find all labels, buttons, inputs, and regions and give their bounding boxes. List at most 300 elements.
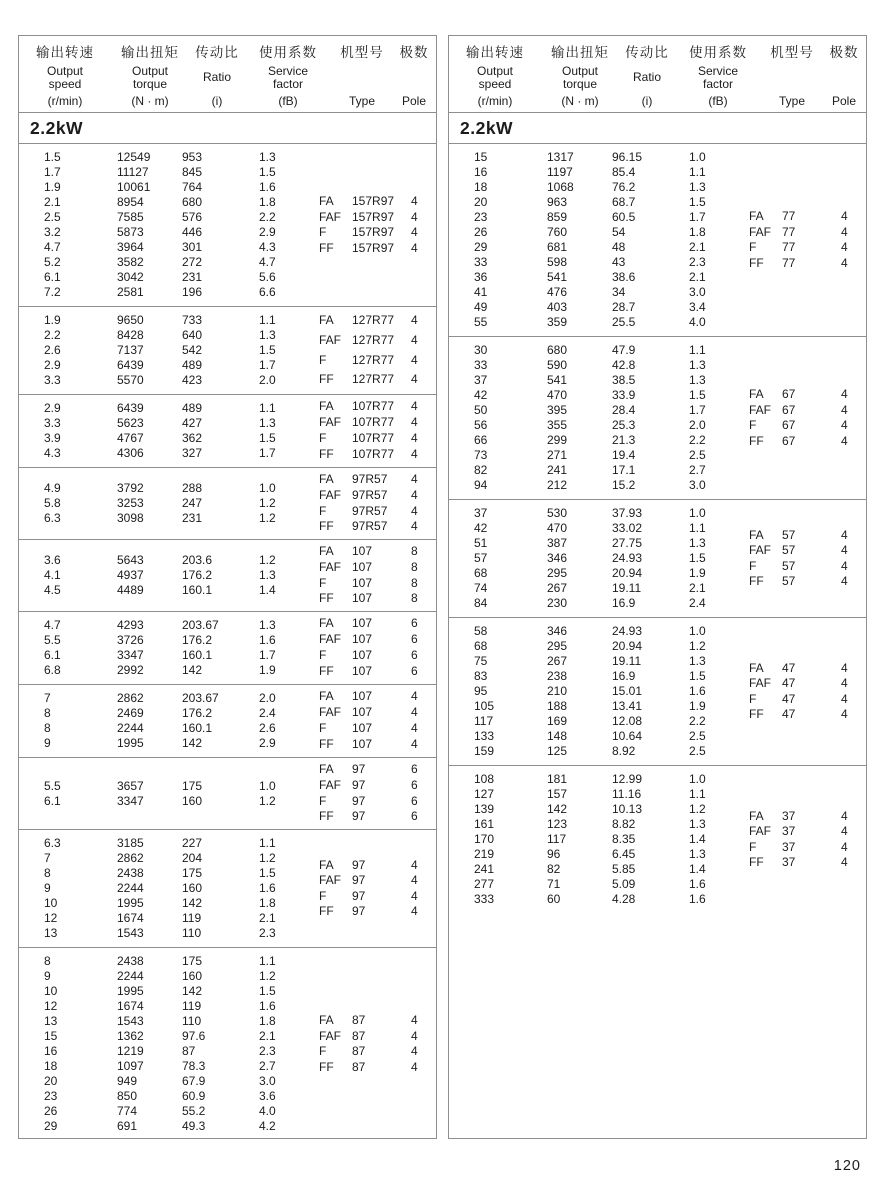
type-column (319, 194, 433, 256)
service-factor-value: 4.0 (259, 1104, 276, 1118)
output-speed-value: 10 (44, 896, 58, 910)
output-speed-value: 16 (474, 165, 488, 179)
type-model: 67 (782, 387, 796, 401)
type-prefix: FAF (319, 1028, 342, 1043)
ratio-value: 247 (182, 496, 203, 510)
service-factor-value: 1.6 (689, 877, 706, 891)
service-factor-value: 6.6 (259, 285, 276, 299)
service-factor-value: 1.5 (689, 195, 706, 209)
spec-group (19, 539, 436, 611)
service-factor-value: 1.5 (689, 669, 706, 683)
output-torque-value: 355 (547, 418, 568, 432)
service-factor-value: 2.5 (689, 744, 706, 758)
type-row (749, 809, 863, 825)
ratio-value: 160.1 (182, 648, 213, 662)
output-torque-value: 8428 (117, 328, 144, 342)
output-speed-value: 6.1 (44, 270, 61, 284)
output-torque-value: 3582 (117, 255, 144, 269)
type-prefix: FAF (319, 873, 342, 887)
pole-value: 4 (411, 372, 418, 387)
table-row (449, 772, 866, 787)
output-speed-value: 219 (474, 847, 495, 861)
output-torque-value: 2438 (117, 866, 144, 880)
output-speed-value: 4.5 (44, 583, 61, 597)
type-model: 87 (352, 1044, 366, 1058)
output-speed-value: 3.6 (44, 553, 61, 567)
pole-value: 4 (841, 209, 848, 223)
type-row (749, 434, 863, 450)
spec-group (449, 144, 866, 336)
service-factor-value: 1.1 (259, 401, 276, 415)
type-prefix: F (319, 721, 327, 736)
output-speed-value: 18 (44, 1059, 58, 1073)
ratio-value: 176.2 (182, 633, 213, 647)
output-speed-value: 108 (474, 772, 495, 786)
type-model: 97 (352, 809, 366, 824)
ratio-value: 27.75 (612, 536, 643, 550)
type-prefix: FAF (749, 543, 772, 557)
output-speed-value: 33 (474, 255, 488, 269)
type-prefix: FA (319, 689, 334, 704)
output-torque-value: 3726 (117, 633, 144, 647)
pole-value: 4 (411, 721, 418, 736)
type-row (319, 591, 433, 607)
output-speed-value: 20 (474, 195, 488, 209)
pole-value: 4 (841, 543, 848, 557)
ratio-value: 19.11 (612, 581, 642, 595)
pole-value: 6 (411, 793, 418, 808)
service-factor-value: 1.8 (689, 225, 706, 239)
type-column (319, 858, 433, 920)
output-torque-value: 691 (117, 1119, 138, 1133)
ratio-value: 24.93 (612, 551, 643, 565)
output-torque-value: 541 (547, 270, 568, 284)
output-torque-value: 4293 (117, 618, 144, 632)
output-torque-value: 2244 (117, 881, 144, 895)
service-factor-value: 1.6 (259, 180, 276, 194)
output-speed-value: 2.1 (44, 195, 61, 209)
type-row (319, 858, 433, 874)
type-row (319, 1029, 433, 1045)
service-factor-value: 1.3 (259, 618, 276, 632)
output-torque-value: 598 (547, 255, 568, 269)
type-row (319, 194, 433, 210)
column-label-unit: (N · m) (131, 94, 169, 108)
output-torque-value: 2438 (117, 954, 144, 968)
service-factor-value: 1.9 (689, 566, 706, 580)
table-row (19, 969, 436, 984)
type-prefix: F (319, 793, 327, 808)
ratio-value: 37.93 (612, 506, 643, 520)
type-model: 57 (782, 543, 796, 557)
output-speed-value: 7 (44, 691, 51, 705)
type-model: 97 (352, 904, 366, 918)
type-row (319, 873, 433, 889)
type-row (319, 313, 433, 329)
column-header-output-torque (111, 41, 189, 108)
ratio-value: 119 (182, 911, 202, 925)
ratio-value: 68.7 (612, 195, 636, 209)
spec-table-right (448, 35, 867, 1139)
service-factor-value: 2.7 (689, 463, 706, 477)
output-speed-value: 1.9 (44, 313, 61, 327)
type-column (319, 616, 433, 680)
type-column (319, 399, 433, 463)
table-row (449, 270, 866, 285)
column-label-en-line: torque (132, 76, 168, 91)
output-torque-value: 5643 (117, 553, 144, 567)
service-factor-value: 1.3 (689, 180, 706, 194)
type-model: 107 (352, 737, 373, 752)
type-prefix: F (319, 648, 327, 663)
ratio-value: 78.3 (182, 1059, 206, 1073)
type-model: 97R57 (352, 472, 388, 487)
type-model: 97 (352, 762, 366, 777)
output-torque-value: 169 (547, 714, 568, 728)
column-label-en-line: Output (476, 63, 514, 78)
type-model: 107R77 (352, 415, 395, 430)
output-speed-value: 4.7 (44, 240, 61, 254)
pole-value: 4 (411, 209, 418, 224)
ratio-value: 362 (182, 431, 203, 445)
column-label-unit: (r/min) (477, 94, 513, 108)
service-factor-value: 1.2 (259, 969, 276, 983)
service-factor-value: 2.5 (689, 729, 706, 743)
type-model: 37 (782, 824, 796, 838)
pole-value: 8 (411, 544, 418, 559)
output-torque-value: 1219 (117, 1044, 144, 1058)
service-factor-value: 1.3 (689, 373, 706, 387)
output-speed-value: 333 (474, 892, 495, 906)
service-factor-value: 2.6 (259, 721, 276, 735)
service-factor-value: 1.6 (259, 881, 276, 895)
pole-value: 4 (411, 737, 418, 752)
type-prefix: F (749, 240, 757, 254)
service-factor-value: 2.0 (689, 418, 706, 432)
output-torque-value: 295 (547, 566, 568, 580)
type-prefix: FA (749, 209, 764, 223)
type-row (319, 225, 433, 241)
ratio-value: 542 (182, 343, 203, 357)
output-speed-value: 9 (44, 881, 51, 895)
column-header-ratio (619, 41, 675, 108)
table-row (19, 150, 436, 165)
pole-value: 4 (411, 313, 418, 328)
ratio-value: 196 (182, 285, 203, 299)
pole-value: 4 (411, 431, 418, 446)
type-prefix: F (319, 225, 327, 239)
service-factor-value: 2.0 (259, 691, 276, 705)
ratio-value: 21.3 (612, 433, 636, 447)
output-torque-value: 3098 (117, 511, 144, 525)
type-row (319, 488, 433, 504)
output-torque-value: 2244 (117, 721, 144, 735)
ratio-value: 97.6 (182, 1029, 206, 1043)
type-prefix: FA (749, 808, 764, 823)
type-model: 157R97 (352, 225, 395, 239)
type-column (749, 209, 863, 271)
type-column (319, 1013, 433, 1075)
table-row (449, 150, 866, 165)
output-torque-value: 850 (117, 1089, 138, 1103)
table-row (19, 1119, 436, 1134)
output-torque-value: 1362 (117, 1029, 144, 1043)
ratio-value: 12.08 (612, 714, 643, 728)
output-torque-value: 295 (547, 639, 568, 653)
pole-value: 4 (411, 415, 418, 430)
column-label-zh: 使用系数 (259, 45, 317, 60)
column-label-zh: 机型号 (340, 45, 384, 60)
type-model: 47 (782, 660, 796, 675)
table-row (449, 877, 866, 892)
type-row (319, 415, 433, 431)
output-torque-value: 1317 (547, 150, 574, 164)
ratio-value: 446 (182, 225, 203, 239)
pole-value: 4 (841, 402, 848, 417)
type-row (749, 209, 863, 225)
table-row (449, 180, 866, 195)
type-row (749, 559, 863, 575)
type-prefix: FF (319, 737, 334, 752)
type-prefix: FA (319, 762, 334, 777)
output-torque-value: 1543 (117, 926, 144, 940)
pole-value: 4 (411, 873, 418, 887)
type-model: 107R77 (352, 431, 395, 446)
type-model: 97R57 (352, 487, 388, 502)
table-row (19, 285, 436, 300)
ratio-value: 67.9 (182, 1074, 206, 1088)
output-torque-value: 4306 (117, 446, 144, 460)
type-model: 127R77 (352, 332, 395, 347)
spec-table-left (18, 35, 437, 1139)
table-row (19, 999, 436, 1014)
output-torque-value: 774 (117, 1104, 138, 1118)
type-column (319, 762, 433, 825)
service-factor-value: 1.3 (259, 568, 276, 582)
output-torque-value: 530 (547, 506, 568, 520)
service-factor-value: 1.0 (689, 624, 706, 638)
table-row (19, 954, 436, 969)
ratio-value: 203.67 (182, 691, 219, 705)
service-factor-value: 3.0 (689, 478, 706, 492)
type-model: 107 (352, 544, 373, 559)
ratio-value: 12.99 (612, 772, 643, 786)
type-prefix: FAF (749, 402, 772, 417)
service-factor-value: 2.1 (689, 581, 706, 595)
column-label-en (477, 61, 513, 94)
spec-group (449, 617, 866, 765)
column-header-type (331, 41, 393, 108)
service-factor-value: 2.3 (689, 255, 706, 269)
ratio-value: 8.92 (612, 744, 636, 758)
output-speed-value: 29 (44, 1119, 58, 1133)
output-torque-value: 9650 (117, 313, 144, 327)
output-torque-value: 212 (547, 478, 568, 492)
type-prefix: FF (749, 574, 764, 588)
output-speed-value: 8 (44, 721, 51, 735)
service-factor-value: 1.3 (689, 654, 706, 668)
type-model: 97 (352, 777, 366, 792)
service-factor-value: 1.9 (689, 699, 706, 713)
output-speed-value: 15 (474, 150, 488, 164)
column-header-row (449, 36, 866, 113)
output-speed-value: 68 (474, 639, 488, 653)
table-row (449, 787, 866, 802)
type-model: 57 (782, 574, 796, 588)
ratio-value: 48 (612, 240, 626, 254)
type-row (319, 889, 433, 905)
ratio-value: 176.2 (182, 568, 213, 582)
service-factor-value: 2.0 (259, 373, 276, 387)
output-speed-value: 4.3 (44, 446, 61, 460)
service-factor-value: 1.4 (689, 832, 706, 846)
service-factor-value: 1.4 (259, 583, 276, 597)
output-speed-value: 139 (474, 802, 495, 816)
ratio-value: 288 (182, 481, 203, 495)
type-model: 37 (782, 855, 796, 869)
type-model: 107 (352, 721, 373, 736)
output-torque-value: 1674 (117, 999, 144, 1013)
ratio-value: 8.82 (612, 817, 636, 831)
output-torque-value: 3253 (117, 496, 144, 510)
output-torque-value: 3185 (117, 836, 144, 850)
type-model: 67 (782, 402, 796, 417)
column-label-zh: 机型号 (770, 45, 814, 60)
column-header-output-speed (19, 41, 111, 108)
service-factor-value: 1.9 (259, 663, 276, 677)
type-model: 87 (352, 1028, 366, 1043)
table-row (449, 358, 866, 373)
output-torque-value: 3347 (117, 648, 144, 662)
output-torque-value: 60 (547, 892, 561, 906)
table-row (449, 624, 866, 639)
table-row (19, 270, 436, 285)
ratio-value: 142 (182, 984, 203, 998)
output-torque-value: 267 (547, 581, 568, 595)
output-torque-value: 3792 (117, 481, 144, 495)
output-torque-value: 1197 (547, 165, 573, 179)
pole-value: 4 (411, 888, 418, 903)
pole-value: 6 (411, 632, 418, 647)
ratio-value: 489 (182, 358, 203, 372)
output-torque-value: 271 (547, 448, 568, 462)
type-model: 157R97 (352, 240, 395, 255)
service-factor-value: 1.3 (689, 817, 706, 831)
table-row (19, 984, 436, 999)
ratio-value: 110 (182, 926, 202, 940)
column-header-output-torque (541, 41, 619, 108)
type-model: 107 (352, 664, 373, 679)
ratio-value: 327 (182, 446, 203, 460)
ratio-value: 640 (182, 328, 203, 342)
type-model: 77 (782, 240, 796, 254)
output-speed-value: 66 (474, 433, 488, 447)
output-speed-value: 5.5 (44, 778, 61, 793)
service-factor-value: 1.0 (689, 150, 706, 164)
output-torque-value: 2581 (117, 285, 144, 299)
output-speed-value: 7.2 (44, 285, 61, 299)
output-torque-value: 2862 (117, 691, 144, 705)
type-model: 87 (352, 1013, 366, 1027)
ratio-value: 28.4 (612, 403, 636, 417)
output-torque-value: 680 (547, 343, 568, 357)
type-row (319, 809, 433, 825)
type-model: 107 (352, 689, 373, 704)
output-speed-value: 95 (474, 684, 488, 698)
type-prefix: FF (319, 904, 334, 918)
output-torque-value: 590 (547, 358, 568, 372)
type-prefix: FF (319, 240, 334, 255)
type-prefix: FAF (319, 777, 342, 792)
ratio-value: 427 (182, 416, 203, 430)
output-speed-value: 127 (474, 787, 495, 801)
pole-value: 4 (841, 839, 848, 854)
type-prefix: FA (319, 399, 334, 414)
column-label-zh: 输出扭矩 (121, 45, 179, 60)
ratio-value: 231 (182, 270, 203, 284)
output-speed-value: 83 (474, 669, 488, 683)
ratio-value: 38.5 (612, 373, 636, 387)
table-row (449, 478, 866, 493)
service-factor-value: 2.2 (259, 210, 276, 224)
output-speed-value: 1.5 (44, 150, 61, 164)
pole-value: 4 (841, 255, 848, 270)
ratio-value: 42.8 (612, 358, 636, 372)
service-factor-value: 3.0 (259, 1074, 276, 1088)
type-row (319, 447, 433, 463)
type-row (319, 210, 433, 226)
output-torque-value: 4937 (117, 568, 144, 582)
column-label-zh: 输出扭矩 (551, 45, 609, 60)
column-label-en (132, 61, 168, 94)
output-speed-value: 4.9 (44, 481, 61, 495)
column-label-en-line: Output (46, 63, 84, 78)
service-factor-value: 1.0 (259, 481, 276, 495)
output-speed-value: 20 (44, 1074, 58, 1088)
type-column (319, 472, 433, 535)
type-model: 107 (352, 648, 373, 663)
ratio-value: 203.6 (182, 553, 213, 567)
spec-group (19, 306, 436, 394)
pole-value: 4 (411, 1013, 418, 1027)
pole-value: 8 (411, 559, 418, 574)
column-label-en-line: Service (697, 63, 738, 78)
output-speed-value: 50 (474, 403, 488, 417)
ratio-value: 25.3 (612, 418, 636, 432)
type-row (319, 778, 433, 794)
output-speed-value: 105 (474, 699, 495, 713)
table-row (449, 165, 866, 180)
column-header-ratio (189, 41, 245, 108)
type-model: 97R57 (352, 519, 388, 534)
type-model: 127R77 (352, 372, 395, 387)
column-label-en (698, 61, 738, 94)
ratio-value: 96.15 (612, 150, 643, 164)
ratio-value: 76.2 (612, 180, 636, 194)
service-factor-value: 2.4 (259, 706, 276, 720)
type-prefix: F (319, 575, 327, 590)
type-row (319, 648, 433, 664)
output-speed-value: 4.1 (44, 568, 61, 582)
ratio-value: 20.94 (612, 639, 643, 653)
type-prefix: FF (319, 372, 334, 387)
type-row (319, 333, 433, 349)
ratio-value: 160 (182, 793, 203, 808)
service-factor-value: 1.1 (689, 521, 706, 535)
ratio-value: 25.5 (612, 315, 636, 329)
ratio-value: 19.11 (612, 654, 642, 668)
output-torque-value: 681 (547, 240, 568, 254)
